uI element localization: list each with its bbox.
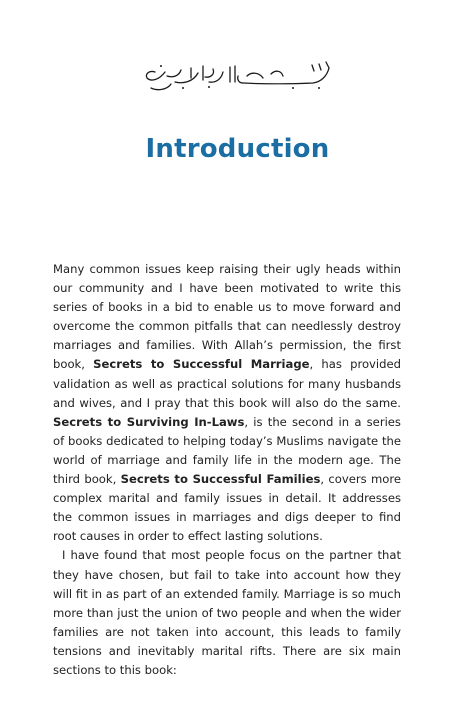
paragraph-1-text-2: , has provided validation as well as practical solutions for many husbands and wives, and I pray that this book will also do the same. (53, 357, 401, 410)
basmala-calligraphy (143, 58, 333, 94)
page-title: Introduction (145, 134, 330, 164)
paragraph-2: I have found that most people focus on the partner that they have chosen, but fail to take into account how they will fit in as part of an extended family. Marriage is so much more than just the union of two people and when the wider families are not taken into account, this leads to family tensions and inevitably marital rifts. There are six main sections to this book: (53, 548, 401, 677)
book-title-1: Secrets to Successful Marriage (93, 357, 310, 372)
book-title-3: Secrets to Successful Families (120, 472, 321, 487)
book-title-2: Secrets to Surviving In-Laws (53, 414, 245, 429)
paragraph-1-text-1: Many common issues keep raising their ugly heads within our community and I have been motivated to write this series of books in a bid to enable us to move forward and overcome the common pitfalls that can needlessly destroy marriages and families. With Allah’s permission, the first book, (53, 262, 401, 372)
body-text (53, 260, 401, 680)
paragraph-1 (53, 260, 401, 546)
paragraph-1-text-4: , covers more complex marital and family issues in detail. It addresses the common issues in marriages and digs deeper to find root causes in order to effect lasting solutions. (53, 472, 401, 544)
paragraph-1-text-3: , is the second in a series of books dedicated to helping today’s Muslims navigate the world of marriage and family life in the modern age. The third book, (53, 414, 401, 487)
